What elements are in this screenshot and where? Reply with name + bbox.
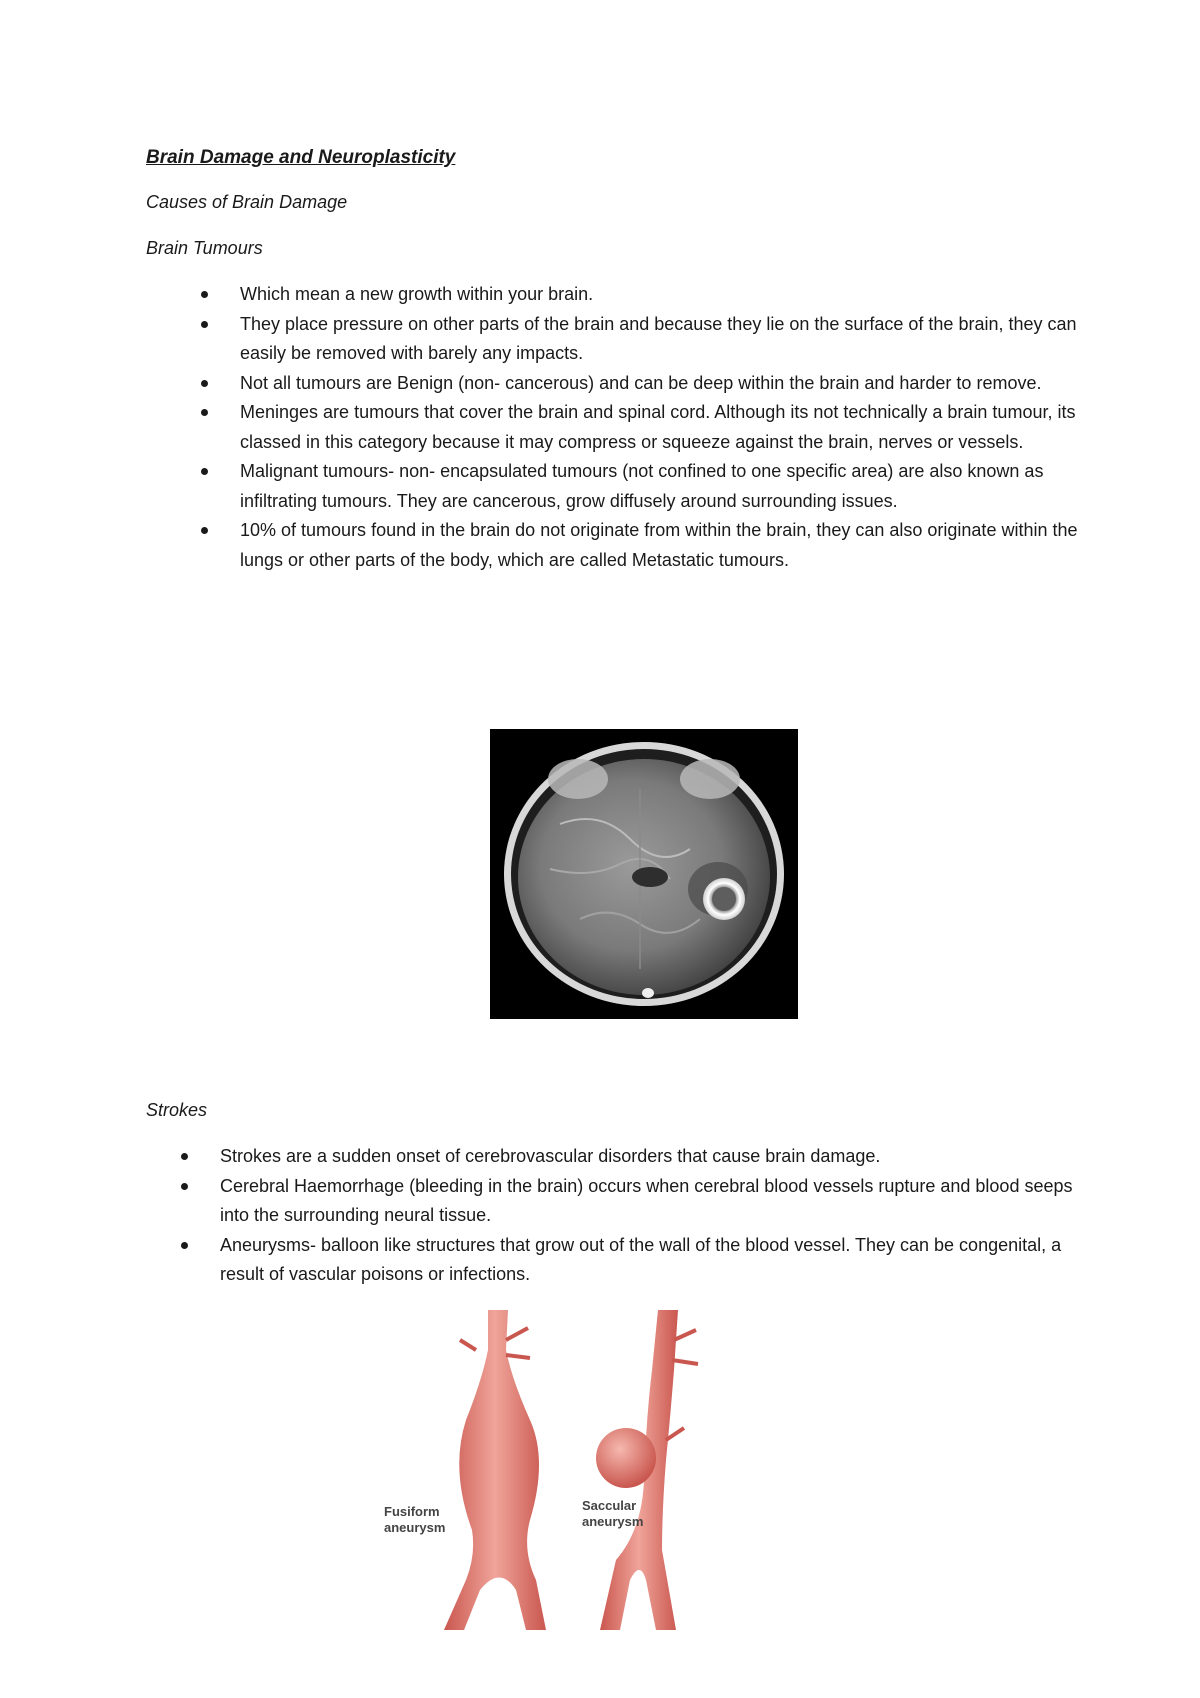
tumours-list: [201, 280, 1081, 575]
list-item: Which mean a new growth within your brain.: [201, 280, 1081, 310]
list-item: They place pressure on other parts of the brain and because they lie on the surface of the brain, they can easily be removed with barely any impacts.: [201, 310, 1081, 369]
list-item: 10% of tumours found in the brain do not originate from within the brain, they can also originate within the lungs or other parts of the body, which are called Metastatic tumours.: [201, 516, 1081, 575]
document-title: Brain Damage and Neuroplasticity: [146, 147, 456, 168]
list-item: Cerebral Haemorrhage (bleeding in the brain) occurs when cerebral blood vessels rupture and blood seeps into the surrounding neural tissue.: [181, 1172, 1081, 1231]
list-item: Malignant tumours- non- encapsulated tumours (not confined to one specific area) are also known as infiltrating tumours. They are cancerous, grow diffusely around surrounding issues.: [201, 457, 1081, 516]
fusiform-label-line1: Fusiform: [384, 1504, 440, 1519]
fusiform-label-line2: aneurysm: [384, 1520, 446, 1535]
aneurysm-illustration: [380, 1310, 760, 1630]
strokes-list: [181, 1142, 1081, 1290]
tumours-heading: Brain Tumours: [146, 238, 263, 258]
saccular-label-line2: aneurysm: [582, 1514, 644, 1529]
list-item: Meninges are tumours that cover the brain and spinal cord. Although its not technically a brain tumour, its classed in this category because it may compress or squeeze against the brain, nerves or vessels.: [201, 398, 1081, 457]
saccular-label-line1: Saccular: [582, 1498, 637, 1513]
brain-mri-image: [490, 729, 798, 1019]
list-item: Not all tumours are Benign (non- cancerous) and can be deep within the brain and harder to remove.: [201, 369, 1081, 399]
strokes-heading: Strokes: [146, 1100, 208, 1120]
list-item: Strokes are a sudden onset of cerebrovascular disorders that cause brain damage.: [181, 1142, 1081, 1172]
section-heading: Causes of Brain Damage: [146, 192, 348, 212]
list-item: Aneurysms- balloon like structures that grow out of the wall of the blood vessel. They can be congenital, a result of vascular poisons or infections.: [181, 1231, 1081, 1290]
